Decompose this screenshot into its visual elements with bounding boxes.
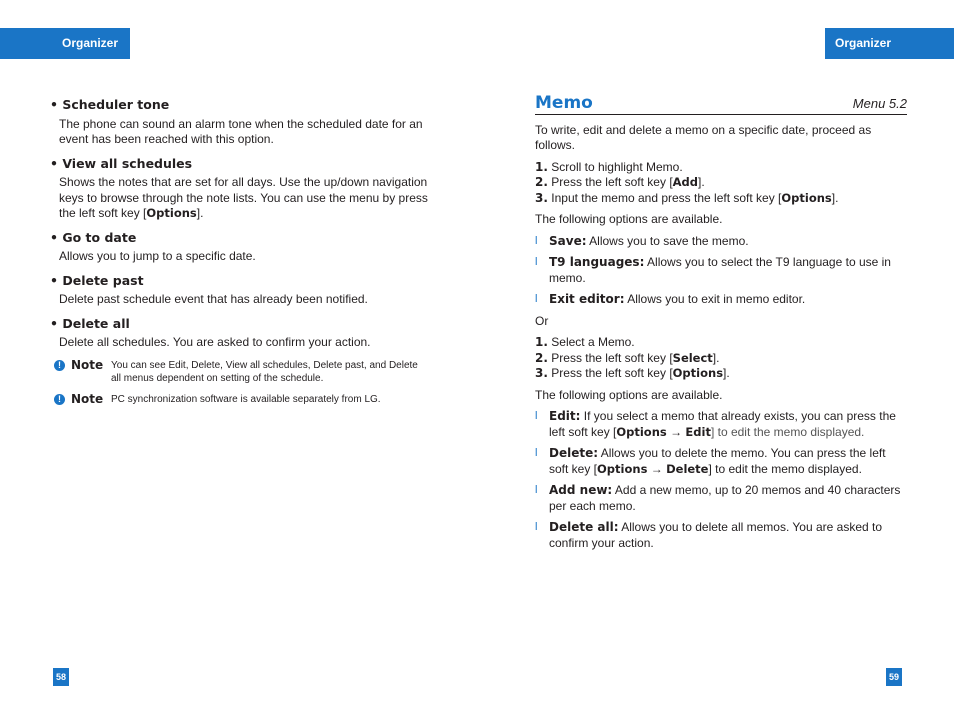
option-text: Allows you to delete all memos. You are asked to confirm your action. [549,520,883,550]
key-options: Options [597,461,648,476]
option-text: ] to edit the memo displayed. [708,461,862,476]
step-text: ]. [712,350,720,365]
bullet-icon: l [535,521,538,533]
step-item [535,335,907,351]
bullet-icon: l [535,484,538,496]
option-text: Allows you to save the memo. [586,233,749,248]
step-item [535,366,907,382]
option-delete [535,446,907,477]
step-text: Press the left soft key [ [551,175,673,189]
body-text: Shows the notes that are set for all days. Use the up/down navigation keys to browse through the note lists. You can use the menu by press the left soft key [ [59,175,428,220]
exclamation-icon: ! [54,394,65,405]
steps-list-1 [535,160,907,207]
key-options: Options [146,206,197,220]
key-options: Options [616,424,667,439]
or-text: Or [535,313,549,328]
step-number: 3. [535,366,548,380]
page-title: Memo [535,93,593,113]
note-label: Note [71,391,104,406]
section-heading: • Delete past [50,272,144,288]
step-item [535,175,907,191]
section-body: The phone can sound an alarm tone when the scheduled date for an event has been reached with this option. [59,116,423,146]
key-select: Select [672,350,713,365]
bullet-icon: l [535,234,538,247]
bullet-icon: l [535,256,538,268]
bullet-icon: l [535,293,538,305]
section-heading: • Scheduler tone [50,97,170,112]
right-page-content [535,93,907,557]
option-label: Delete: [549,446,599,460]
step-number: 2. [535,350,548,365]
option-label: Delete all: [549,520,619,534]
option-delete-all [535,520,907,551]
section-body [59,175,430,222]
note-label: Note [71,357,104,372]
section-heading: • Delete all [50,315,130,331]
section-body: Delete past schedule event that has already been notified. [59,292,368,306]
section-scheduler-tone [50,97,430,148]
section-body: Allows you to jump to a specific date. [59,249,256,263]
note-1 [54,359,430,385]
section-delete-past [50,273,430,308]
key-options: Options [672,366,724,380]
step-text: ]. [831,190,839,205]
option-edit [535,409,907,440]
exclamation-icon: ! [54,360,65,371]
following-text-2: The following options are available. [535,387,723,402]
option-text: If you select a memo that already exists, you can press the left soft key [ [549,409,896,439]
option-label: T9 languages: [549,255,645,269]
note-text: PC synchronization software is available separately from LG. [111,393,381,405]
page-number-left: 58 [53,668,69,686]
step-number: 1. [535,335,548,349]
option-label: Add new: [549,483,613,497]
option-text: Allows you to select the T9 language to use in memo. [549,255,891,285]
following-text-1: The following options are available. [535,212,723,226]
option-t9-languages [535,255,907,286]
note-text: You can see Edit, Delete, View all schedules, Delete past, and Delete all menus dependent on setting of the schedule. [111,359,418,384]
key-options: Options [781,190,832,205]
step-number: 1. [535,159,548,174]
option-save [535,234,907,250]
bullet-icon: l [535,447,538,459]
option-text: Add a new memo, up to 20 memos and 40 characters per each memo. [549,483,901,513]
section-heading: • View all schedules [50,155,193,171]
section-heading: • Go to date [50,229,137,245]
menu-reference: Menu 5.2 [852,96,907,111]
option-add-new [535,483,907,514]
step-text: Press the left soft key [ [551,350,673,365]
left-page-content [50,97,430,410]
step-item [535,160,907,176]
step-item [535,191,907,207]
option-text: Allows you to exit in memo editor. [624,292,806,306]
arrow-icon: → [647,461,667,476]
section-delete-all [50,316,430,351]
key-edit: Edit [685,424,711,439]
key-delete: Delete [666,461,709,476]
option-label: Edit: [549,409,581,423]
page-number-right: 59 [886,668,902,686]
section-body: Delete all schedules. You are asked to confirm your action. [59,335,371,349]
step-text: Scroll to highlight Memo. [551,159,683,174]
arrow-icon: → [666,424,686,439]
step-text: ]. [698,175,705,189]
intro-text: To write, edit and delete a memo on a specific date, proceed as follows. [535,122,872,152]
steps-list-2 [535,335,907,382]
bullet-icon: l [535,410,538,422]
section-tab-left: Organizer [0,28,130,59]
note-2 [54,393,430,406]
step-number: 3. [535,190,548,205]
option-label: Exit editor: [549,292,625,306]
section-view-all-schedules [50,156,430,222]
step-number: 2. [535,175,548,189]
key-add: Add [672,175,699,189]
section-tab-right: Organizer [825,28,954,59]
step-item [535,351,907,367]
step-text: Select a Memo. [551,335,635,349]
option-exit-editor [535,292,907,308]
option-text: Allows you to delete the memo. You can press the left soft key [ [549,446,886,476]
option-text: ] to edit the memo displayed. [710,424,865,439]
body-text: ]. [196,206,204,220]
title-row [535,93,907,115]
step-text: Press the left soft key [ [551,366,673,380]
section-go-to-date [50,230,430,265]
option-label: Save: [549,233,587,248]
step-text: Input the memo and press the left soft key [ [551,190,782,205]
step-text: ]. [723,366,730,380]
